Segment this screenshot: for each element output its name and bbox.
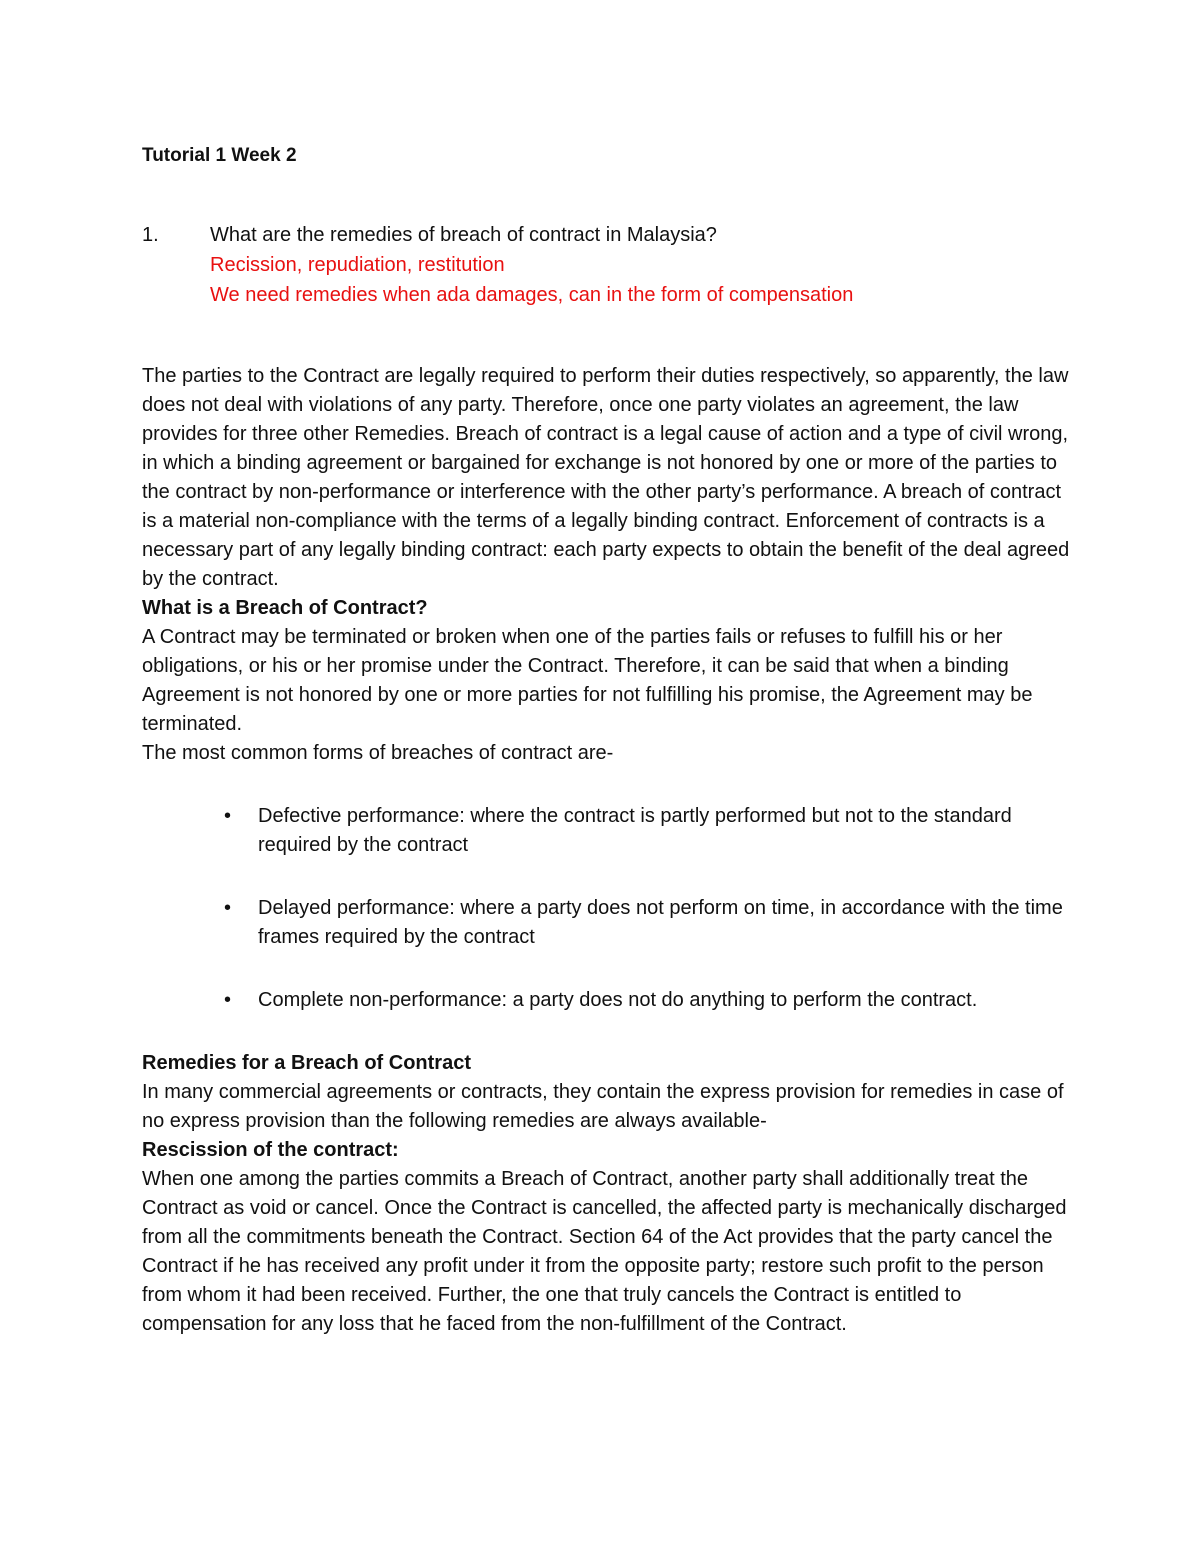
list-item — [142, 802, 1072, 860]
list-item — [142, 894, 1072, 952]
remedies-paragraph: In many commercial agreements or contracts, they contain the express provision for remedies in case of no express provision than the following remedies are always available- — [142, 1081, 1064, 1132]
document-page — [142, 142, 1072, 1339]
remedies-heading: Remedies for a Breach of Contract — [142, 1052, 471, 1074]
bullet-text: Complete non-performance: a party does not do anything to perform the contract. — [258, 989, 978, 1011]
breach-paragraph: A Contract may be terminated or broken when one of the parties fails or refuses to fulfill his or her obligations, or his or her promise under the Contract. Therefore, it can be said that when a binding Agreement is not honored by one or more parties for not fulfilling his promise, the Agreement may be terminated. — [142, 626, 1033, 735]
question-text: What are the remedies of breach of contract in Malaysia? — [210, 224, 717, 246]
answer-line-2: We need remedies when ada damages, can in the form of compensation — [210, 284, 854, 306]
breach-heading: What is a Breach of Contract? — [142, 597, 428, 619]
question-block — [142, 220, 1072, 310]
bullet-icon: • — [224, 897, 232, 919]
bullet-text: Delayed performance: where a party does not perform on time, in accordance with the time frames required by the contract — [258, 897, 1063, 948]
question-number: 1. — [142, 224, 159, 246]
list-item — [142, 986, 1072, 1015]
answer-line-1: Recission, repudiation, restitution — [210, 254, 505, 276]
bullet-icon: • — [224, 989, 232, 1011]
breach-lead-in: The most common forms of breaches of contract are- — [142, 742, 614, 764]
rescission-paragraph: When one among the parties commits a Breach of Contract, another party shall additionally treat the Contract as void or cancel. Once the Contract is cancelled, the affected party is mechanically discharged from all the commitments beneath the Contract. Section 64 of the Act provides that the party cancel the Contract if he has received any profit under it from the opposite party; restore such profit to the person from whom it had been received. Further, the one that truly cancels the Contract is entitled to compensation for any loss that he faced from the non-fulfillment of the Contract. — [142, 1168, 1067, 1335]
bullet-icon: • — [224, 805, 232, 827]
intro-paragraph: The parties to the Contract are legally required to perform their duties respectively, so apparently, the law does not deal with violations of any party. Therefore, once one party violates an agreement, the law provides for three other Remedies. Breach of contract is a legal cause of action and a type of civil wrong, in which a binding agreement or bargained for exchange is not honored by one or more of the parties to the contract by non-performance or interference with the other party’s performance. A breach of contract is a material non-compliance with the terms of a legally binding contract. Enforcement of contracts is a necessary part of any legally binding contract: each party expects to obtain the benefit of the deal agreed by the contract. — [142, 365, 1070, 590]
bullet-text: Defective performance: where the contract is partly performed but not to the standard required by the contract — [258, 805, 1012, 856]
breach-forms-list — [142, 802, 1072, 1015]
document-title: Tutorial 1 Week 2 — [142, 145, 297, 166]
rescission-heading: Rescission of the contract: — [142, 1139, 399, 1161]
